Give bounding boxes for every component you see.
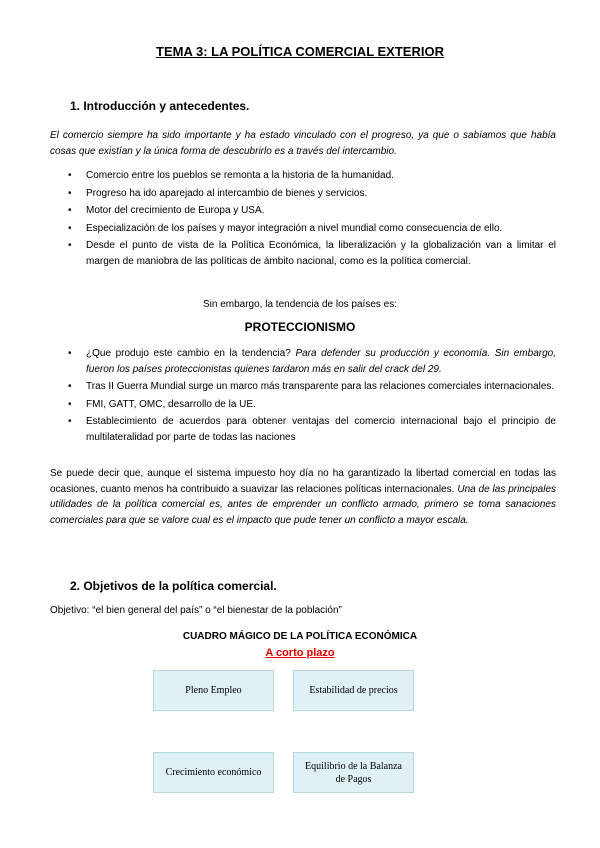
bullet-icon: • (68, 381, 72, 392)
bullet-icon: • (68, 416, 72, 427)
list-item: • ¿Que produjo este cambio en la tendencia? Para defender su producción y economía. Sin embargo, fueron los países proteccionistas quienes tardaron más en salir del crack del 29. (68, 348, 556, 375)
intro-paragraph: El comercio siempre ha sido importante y ha estado vinculado con el progreso, ya que o sabíamos que había cosas que existían y la única forma de descubrirlo es a través del intercambio. (50, 130, 556, 157)
corto-plazo-label: A corto plazo (265, 647, 335, 659)
bullet-list-1 (50, 168, 556, 271)
section-1-heading: 1. Introducción y antecedentes. (70, 99, 250, 113)
bullet-icon: • (68, 205, 72, 216)
bullet-list-2 (50, 346, 556, 447)
list-item: • FMI, GATT, OMC, desarrollo de la UE. (50, 397, 556, 413)
list-item: • Progreso ha ido aparejado al intercambio de bienes y servicios. (50, 186, 556, 202)
bullet-icon: • (68, 170, 72, 181)
list-item: • Especialización de los países y mayor integración a nivel mundial como consecuencia de ello. (50, 221, 556, 237)
list-item: • Establecimiento de acuerdos para obtener ventajas del comercio internacional bajo el principio de multilateralidad por parte de todas las naciones (68, 416, 556, 443)
objetivo-line: Objetivo: “el bien general del país” o “el bienestar de la población” (50, 605, 342, 616)
bullet-icon: • (68, 398, 72, 410)
bullet-icon: • (68, 240, 72, 251)
section-2-heading: 2. Objetivos de la política comercial. (70, 579, 277, 593)
box-crecimiento-economico: Crecimiento económico (153, 752, 274, 793)
bullet-icon: • (68, 348, 72, 359)
box-equilibrio-balanza: Equilibrio de la Balanza de Pagos (293, 752, 414, 793)
conclusion-paragraph: Se puede decir que, aunque el sistema impuesto hoy día no ha garantizado la libertad comercial en todas las ocasiones, cuanto menos ha contribuido a suavizar las relaciones políticas internacionales. Una de las principales utilidades de la política comercial es, antes de emprender un conflicto armado, primero se toma sanaciones comerciales para que se valore cual es el impacto que pude tener un conflicto a mayor escala. (50, 468, 557, 526)
box-estabilidad-precios: Estabilidad de precios (293, 670, 414, 711)
proteccionismo-heading: PROTECCIONISMO (244, 320, 356, 334)
box-pleno-empleo: Pleno Empleo (153, 670, 274, 711)
list-item: • Desde el punto de vista de la Política Económica, la liberalización y la globalización van a limitar el margen de maniobra de las políticas de ámbito nacional, como es la política comercial. (68, 240, 556, 267)
list-item: • Comercio entre los pueblos se remonta a la historia de la humanidad. (50, 168, 556, 184)
bullet-icon: • (68, 187, 72, 199)
page-title: TEMA 3: LA POLÍTICA COMERCIAL EXTERIOR (156, 44, 444, 59)
bullet-icon: • (68, 222, 72, 234)
cuadro-title: CUADRO MÁGICO DE LA POLÍTICA ECONÓMICA (182, 631, 418, 642)
tendencia-line: Sin embargo, la tendencia de los países es: (202, 299, 397, 310)
list-item: • Tras II Guerra Mundial surge un marco más transparente para las relaciones comerciales internacionales. (50, 379, 556, 395)
list-item: • Motor del crecimiento de Europa y USA. (50, 203, 556, 219)
